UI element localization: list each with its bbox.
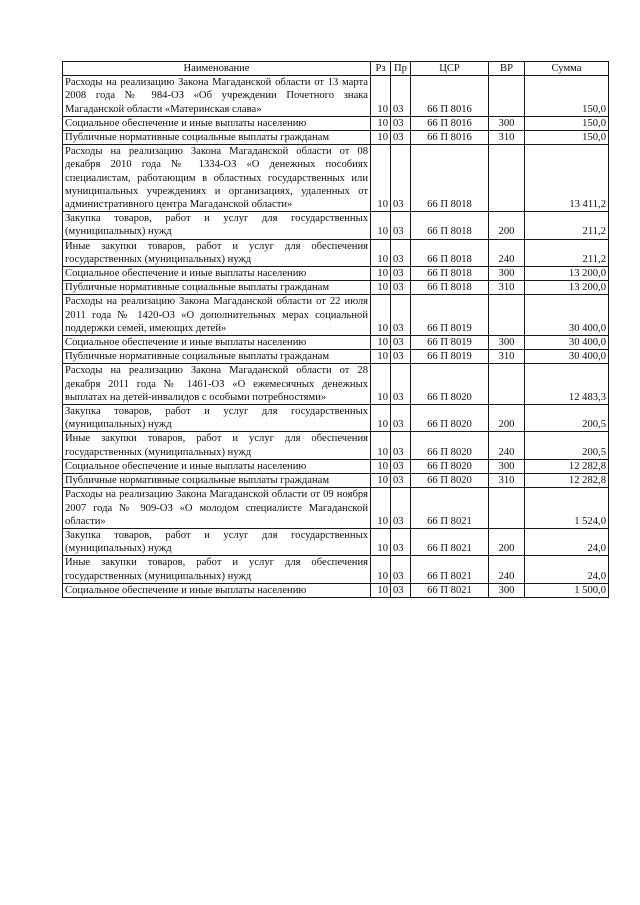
cell-vr: 310	[489, 350, 525, 364]
cell-vr: 310	[489, 281, 525, 295]
cell-name: Социальное обеспечение и иные выплаты населению	[63, 583, 371, 597]
cell-rz: 10	[371, 131, 391, 145]
cell-pr: 03	[391, 350, 411, 364]
cell-pr: 03	[391, 556, 411, 583]
cell-csr: 66 П 8021	[411, 528, 489, 555]
cell-csr: 66 П 8021	[411, 556, 489, 583]
cell-vr	[489, 488, 525, 529]
table-header	[63, 62, 609, 76]
cell-sum: 13 411,2	[525, 145, 609, 212]
cell-pr: 03	[391, 116, 411, 130]
cell-rz: 10	[371, 474, 391, 488]
cell-pr: 03	[391, 583, 411, 597]
cell-csr: 66 П 8018	[411, 239, 489, 266]
cell-pr: 03	[391, 239, 411, 266]
cell-name: Иные закупки товаров, работ и услуг для обеспечения государственных (муниципальных) нужд	[63, 556, 371, 583]
table-row	[63, 145, 609, 212]
cell-rz: 10	[371, 76, 391, 117]
table-row	[63, 267, 609, 281]
cell-name: Иные закупки товаров, работ и услуг для обеспечения государственных (муниципальных) нужд	[63, 432, 371, 459]
cell-vr	[489, 145, 525, 212]
table-row	[63, 295, 609, 336]
cell-vr: 200	[489, 212, 525, 239]
cell-pr: 03	[391, 528, 411, 555]
cell-pr: 03	[391, 267, 411, 281]
cell-rz: 10	[371, 336, 391, 350]
cell-name: Расходы на реализацию Закона Магаданской области от 22 июля 2011 года № 1420-ОЗ «О дополнительных мерах социальной поддержки семей, имеющих детей»	[63, 295, 371, 336]
table-row	[63, 432, 609, 459]
cell-csr: 66 П 8020	[411, 405, 489, 432]
budget-table	[62, 61, 609, 598]
table-body	[63, 76, 609, 598]
table-row	[63, 583, 609, 597]
cell-sum: 150,0	[525, 116, 609, 130]
cell-name: Расходы на реализацию Закона Магаданской области от 09 ноября 2007 года № 909-ОЗ «О молодом специалисте Магаданской области»	[63, 488, 371, 529]
cell-csr: 66 П 8019	[411, 336, 489, 350]
table-row	[63, 528, 609, 555]
cell-name: Расходы на реализацию Закона Магаданской области от 13 марта 2008 года № 984-ОЗ «Об учреждении Почетного знака Магаданской области «Материнская слава»	[63, 76, 371, 117]
table-row	[63, 131, 609, 145]
header-pr: Пр	[391, 62, 411, 76]
cell-csr: 66 П 8020	[411, 459, 489, 473]
cell-pr: 03	[391, 405, 411, 432]
cell-sum: 13 200,0	[525, 267, 609, 281]
cell-sum: 12 282,8	[525, 474, 609, 488]
cell-sum: 211,2	[525, 239, 609, 266]
table-row	[63, 364, 609, 405]
cell-sum: 24,0	[525, 528, 609, 555]
cell-name: Закупка товаров, работ и услуг для государственных (муниципальных) нужд	[63, 528, 371, 555]
header-vr: ВР	[489, 62, 525, 76]
header-csr: ЦСР	[411, 62, 489, 76]
cell-sum: 1 500,0	[525, 583, 609, 597]
cell-rz: 10	[371, 350, 391, 364]
cell-pr: 03	[391, 145, 411, 212]
cell-rz: 10	[371, 528, 391, 555]
cell-name: Закупка товаров, работ и услуг для государственных (муниципальных) нужд	[63, 405, 371, 432]
cell-csr: 66 П 8018	[411, 212, 489, 239]
cell-rz: 10	[371, 488, 391, 529]
cell-sum: 200,5	[525, 432, 609, 459]
cell-rz: 10	[371, 116, 391, 130]
cell-csr: 66 П 8021	[411, 583, 489, 597]
cell-pr: 03	[391, 474, 411, 488]
cell-csr: 66 П 8018	[411, 145, 489, 212]
cell-name: Публичные нормативные социальные выплаты гражданам	[63, 131, 371, 145]
header-sum: Сумма	[525, 62, 609, 76]
table-row	[63, 336, 609, 350]
cell-vr	[489, 295, 525, 336]
cell-pr: 03	[391, 488, 411, 529]
header-name: Наименование	[63, 62, 371, 76]
table-row	[63, 474, 609, 488]
cell-csr: 66 П 8016	[411, 131, 489, 145]
cell-name: Социальное обеспечение и иные выплаты населению	[63, 267, 371, 281]
cell-rz: 10	[371, 295, 391, 336]
cell-sum: 150,0	[525, 76, 609, 117]
cell-name: Закупка товаров, работ и услуг для государственных (муниципальных) нужд	[63, 212, 371, 239]
cell-pr: 03	[391, 364, 411, 405]
cell-vr: 310	[489, 474, 525, 488]
cell-csr: 66 П 8019	[411, 295, 489, 336]
header-rz: Рз	[371, 62, 391, 76]
cell-name: Публичные нормативные социальные выплаты гражданам	[63, 350, 371, 364]
cell-csr: 66 П 8020	[411, 432, 489, 459]
cell-vr: 300	[489, 267, 525, 281]
cell-csr: 66 П 8016	[411, 76, 489, 117]
cell-sum: 1 524,0	[525, 488, 609, 529]
cell-name: Публичные нормативные социальные выплаты гражданам	[63, 474, 371, 488]
cell-pr: 03	[391, 212, 411, 239]
cell-rz: 10	[371, 432, 391, 459]
cell-rz: 10	[371, 364, 391, 405]
cell-pr: 03	[391, 432, 411, 459]
cell-name: Расходы на реализацию Закона Магаданской области от 08 декабря 2010 года № 1334-ОЗ «О денежных пособиях специалистам, работающим в областных государственных или муниципальных учреждениях и организациях, удаленных от административного центра Магаданской области»	[63, 145, 371, 212]
table-row	[63, 116, 609, 130]
cell-sum: 13 200,0	[525, 281, 609, 295]
cell-pr: 03	[391, 76, 411, 117]
cell-name: Социальное обеспечение и иные выплаты населению	[63, 459, 371, 473]
cell-vr: 300	[489, 116, 525, 130]
cell-sum: 24,0	[525, 556, 609, 583]
cell-rz: 10	[371, 212, 391, 239]
cell-sum: 12 483,3	[525, 364, 609, 405]
cell-vr: 240	[489, 239, 525, 266]
cell-name: Расходы на реализацию Закона Магаданской области от 28 декабря 2011 года № 1461-ОЗ «О ежемесячных денежных выплатах на детей-инвалидов с особыми потребностями»	[63, 364, 371, 405]
cell-pr: 03	[391, 459, 411, 473]
cell-vr	[489, 364, 525, 405]
cell-name: Иные закупки товаров, работ и услуг для обеспечения государственных (муниципальных) нужд	[63, 239, 371, 266]
cell-rz: 10	[371, 405, 391, 432]
cell-sum: 12 282,8	[525, 459, 609, 473]
cell-csr: 66 П 8019	[411, 350, 489, 364]
cell-csr: 66 П 8020	[411, 474, 489, 488]
cell-rz: 10	[371, 281, 391, 295]
cell-vr: 240	[489, 432, 525, 459]
cell-rz: 10	[371, 556, 391, 583]
cell-csr: 66 П 8016	[411, 116, 489, 130]
cell-vr: 240	[489, 556, 525, 583]
cell-rz: 10	[371, 459, 391, 473]
table-row	[63, 488, 609, 529]
cell-rz: 10	[371, 239, 391, 266]
cell-pr: 03	[391, 131, 411, 145]
cell-vr: 200	[489, 405, 525, 432]
table-row	[63, 239, 609, 266]
cell-csr: 66 П 8020	[411, 364, 489, 405]
table-row	[63, 76, 609, 117]
cell-vr: 300	[489, 336, 525, 350]
cell-sum: 211,2	[525, 212, 609, 239]
cell-vr: 200	[489, 528, 525, 555]
cell-csr: 66 П 8021	[411, 488, 489, 529]
cell-pr: 03	[391, 281, 411, 295]
header-row	[63, 62, 609, 76]
cell-pr: 03	[391, 336, 411, 350]
cell-csr: 66 П 8018	[411, 267, 489, 281]
table-row	[63, 281, 609, 295]
table-row	[63, 459, 609, 473]
cell-vr: 300	[489, 583, 525, 597]
table-row	[63, 212, 609, 239]
cell-sum: 200,5	[525, 405, 609, 432]
cell-rz: 10	[371, 583, 391, 597]
cell-sum: 30 400,0	[525, 336, 609, 350]
cell-name: Социальное обеспечение и иные выплаты населению	[63, 116, 371, 130]
cell-sum: 150,0	[525, 131, 609, 145]
cell-name: Публичные нормативные социальные выплаты гражданам	[63, 281, 371, 295]
cell-rz: 10	[371, 145, 391, 212]
table-row	[63, 556, 609, 583]
cell-vr: 300	[489, 459, 525, 473]
cell-csr: 66 П 8018	[411, 281, 489, 295]
cell-rz: 10	[371, 267, 391, 281]
table-row	[63, 350, 609, 364]
cell-pr: 03	[391, 295, 411, 336]
cell-vr	[489, 76, 525, 117]
cell-name: Социальное обеспечение и иные выплаты населению	[63, 336, 371, 350]
cell-sum: 30 400,0	[525, 295, 609, 336]
cell-sum: 30 400,0	[525, 350, 609, 364]
table-row	[63, 405, 609, 432]
cell-vr: 310	[489, 131, 525, 145]
